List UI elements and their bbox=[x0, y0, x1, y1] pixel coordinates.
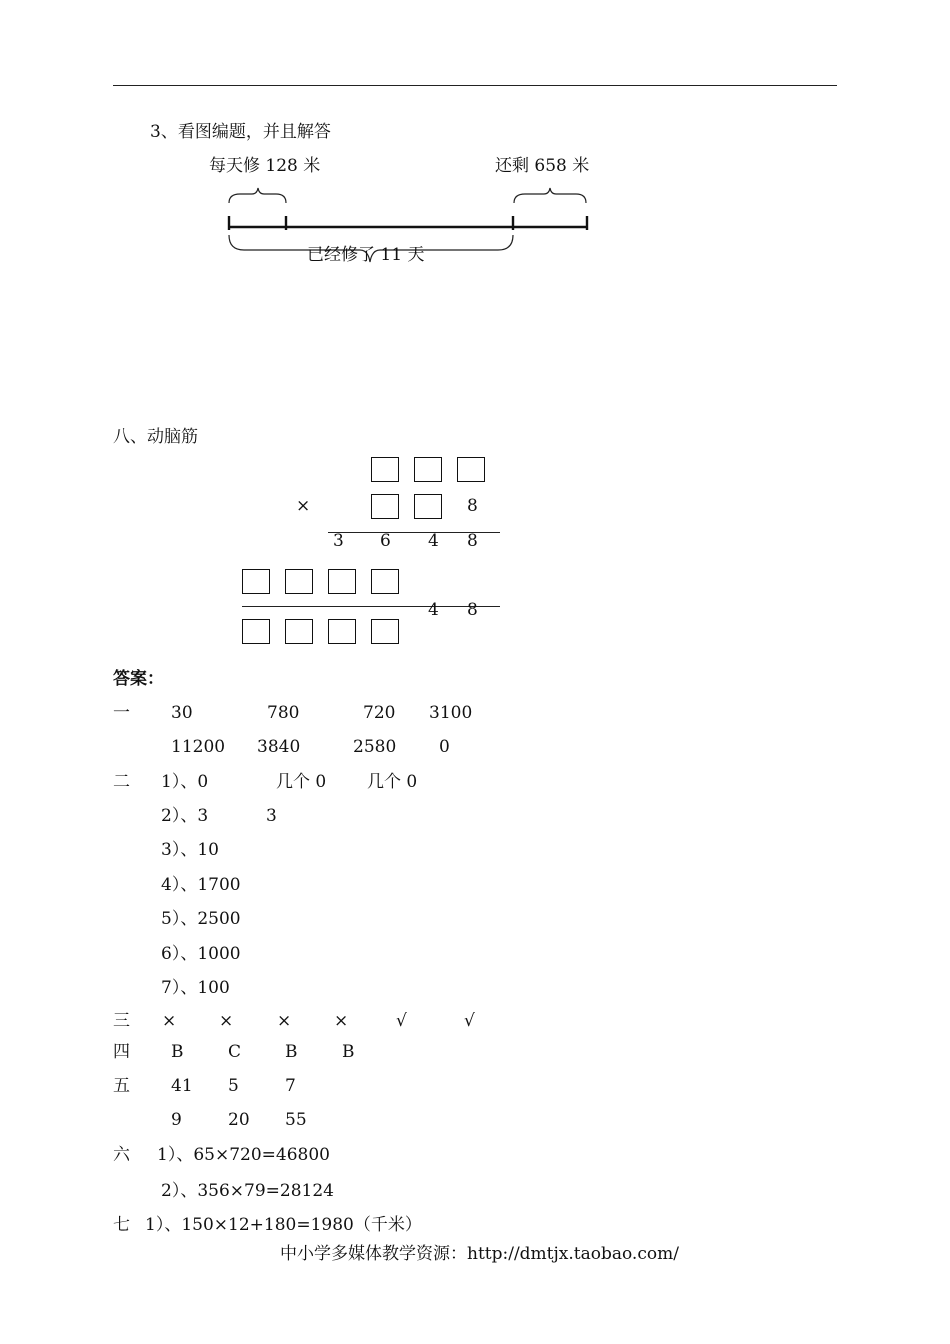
multiplier-digit: 8 bbox=[467, 496, 478, 516]
answer-3-label: 三 bbox=[113, 1011, 130, 1031]
digit-box[interactable] bbox=[328, 619, 356, 644]
answer-item: 3）、10 bbox=[161, 840, 219, 860]
sub-digit: 4 bbox=[428, 600, 439, 620]
answer-6-label: 六 bbox=[113, 1145, 130, 1165]
answer-item: 7）、100 bbox=[161, 978, 230, 998]
judgement-mark: × bbox=[162, 1011, 177, 1031]
sub-digit: 8 bbox=[467, 600, 478, 620]
digit-box[interactable] bbox=[414, 457, 442, 482]
label-daily-length: 每天修 128 米 bbox=[209, 156, 321, 176]
product-digit: 3 bbox=[333, 531, 344, 551]
answer-value: 11200 bbox=[171, 737, 226, 757]
digit-box[interactable] bbox=[328, 569, 356, 594]
answer-value: 7 bbox=[285, 1076, 296, 1096]
answer-value: 20 bbox=[228, 1110, 250, 1130]
choice-answer: C bbox=[228, 1042, 242, 1062]
digit-box[interactable] bbox=[285, 619, 313, 644]
answer-equation: 1）、150×12+180=1980（千米） bbox=[145, 1215, 422, 1235]
digit-box[interactable] bbox=[371, 457, 399, 482]
answer-value: 9 bbox=[171, 1110, 182, 1130]
answer-equation: 2）、356×79=28124 bbox=[161, 1181, 334, 1201]
answer-value: 3840 bbox=[257, 737, 301, 757]
digit-box[interactable] bbox=[371, 619, 399, 644]
judgement-mark: × bbox=[219, 1011, 234, 1031]
answer-equation: 1）、65×720=46800 bbox=[157, 1145, 330, 1165]
answer-value: 3100 bbox=[429, 703, 473, 723]
footer-source: 中小学多媒体教学资源：http://dmtjx.taobao.com/ bbox=[280, 1244, 679, 1264]
answer-1-label: 一 bbox=[113, 703, 130, 723]
answer-5-label: 五 bbox=[113, 1076, 130, 1096]
answer-2-label: 二 bbox=[113, 772, 130, 792]
choice-answer: B bbox=[342, 1042, 355, 1062]
brace-remaining bbox=[514, 188, 586, 203]
sum-rule bbox=[242, 606, 500, 607]
answer-item: 几个 0 bbox=[276, 772, 327, 792]
digit-box[interactable] bbox=[371, 494, 399, 519]
label-days-done: 已经修了 11 天 bbox=[307, 245, 425, 265]
answer-item: 2）、3 bbox=[161, 806, 209, 826]
judgement-mark: √ bbox=[396, 1011, 407, 1031]
answers-heading: 答案： bbox=[113, 669, 164, 689]
product-digit: 6 bbox=[380, 531, 391, 551]
answer-value: 720 bbox=[363, 703, 396, 723]
digit-box[interactable] bbox=[414, 494, 442, 519]
choice-answer: B bbox=[171, 1042, 184, 1062]
digit-box[interactable] bbox=[457, 457, 485, 482]
answer-item: 1）、0 bbox=[161, 772, 209, 792]
judgement-mark: √ bbox=[464, 1011, 475, 1031]
answer-item: 4）、1700 bbox=[161, 875, 241, 895]
product-digit: 8 bbox=[467, 531, 478, 551]
answer-value: 780 bbox=[267, 703, 300, 723]
answer-value: 5 bbox=[228, 1076, 239, 1096]
question-3-title: 3、看图编题，并且解答 bbox=[150, 122, 331, 142]
answer-value: 30 bbox=[171, 703, 193, 723]
answer-7-label: 七 bbox=[113, 1215, 130, 1235]
answer-4-label: 四 bbox=[113, 1042, 130, 1062]
brace-daily bbox=[229, 188, 286, 203]
answer-value: 41 bbox=[171, 1076, 193, 1096]
answer-value: 0 bbox=[439, 737, 450, 757]
digit-box[interactable] bbox=[371, 569, 399, 594]
answer-value: 55 bbox=[285, 1110, 307, 1130]
question-8-title: 八、动脑筋 bbox=[113, 427, 198, 447]
choice-answer: B bbox=[285, 1042, 298, 1062]
multiply-sign: × bbox=[296, 496, 311, 516]
judgement-mark: × bbox=[334, 1011, 349, 1031]
digit-box[interactable] bbox=[242, 569, 270, 594]
answer-item: 几个 0 bbox=[367, 772, 418, 792]
judgement-mark: × bbox=[277, 1011, 292, 1031]
answer-item: 6）、1000 bbox=[161, 944, 241, 964]
answer-item: 3 bbox=[266, 806, 277, 826]
digit-box[interactable] bbox=[285, 569, 313, 594]
answer-value: 2580 bbox=[353, 737, 397, 757]
label-remaining-length: 还剩 658 米 bbox=[495, 156, 590, 176]
product-digit: 4 bbox=[428, 531, 439, 551]
digit-box[interactable] bbox=[242, 619, 270, 644]
answer-item: 5）、2500 bbox=[161, 909, 241, 929]
line-segment-diagram bbox=[0, 0, 950, 300]
